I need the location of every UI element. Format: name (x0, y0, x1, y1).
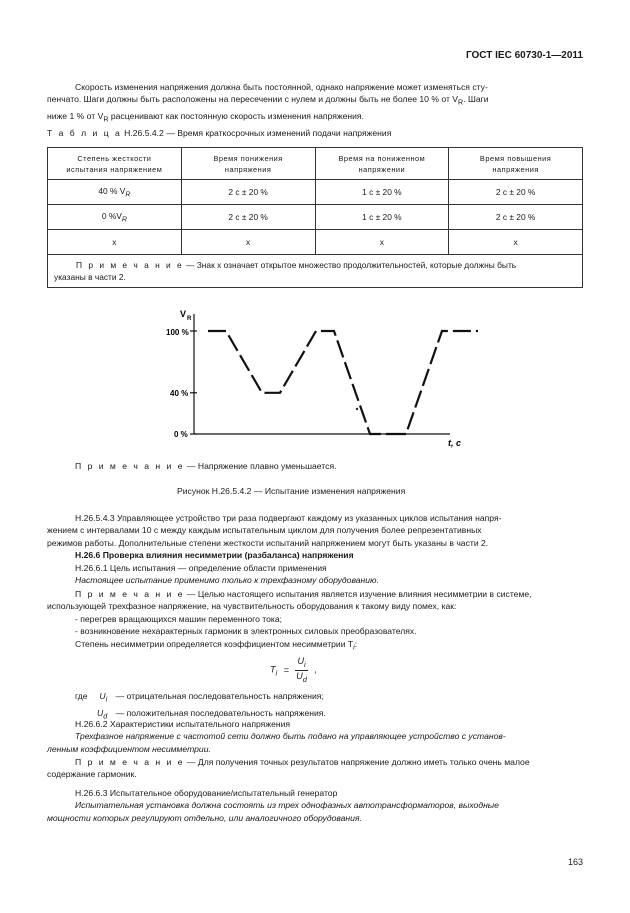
intro-line-3-sub: R (103, 115, 109, 124)
header-reduced-time (315, 148, 449, 180)
asymmetry-formula (270, 656, 317, 685)
header-decrease-l2: напряжения (224, 164, 272, 174)
intro-line-3-text: ниже 1 % от V (47, 110, 104, 121)
asymmetry-degree-sub: i (353, 643, 355, 652)
cell-increase: x (449, 230, 583, 255)
cell-severity (48, 205, 182, 230)
note-2-text: — Целью настоящего испытания является изучение влияния несимметрии в системе, (184, 589, 532, 599)
table-note-line-2: указаны в части 2. (54, 272, 126, 282)
formula-lhs-sub: i (275, 668, 278, 678)
formula-lhs: T (270, 664, 276, 675)
s2-line-2: ленным коэффициентом несимметрии. (47, 743, 211, 754)
formula-den-sym: U (296, 670, 303, 681)
cell-severity-sub: R (125, 191, 131, 199)
series-line-1 (208, 331, 388, 434)
formula-denominator (295, 671, 307, 685)
list-item: - перегрев вращающихся машин переменного тока; (75, 613, 283, 624)
where-2-sub: d (103, 712, 108, 721)
table-caption (47, 128, 391, 138)
subsection-26-6-3 (47, 787, 583, 824)
chart-dot-mark (356, 408, 358, 410)
s3-heading: Н.26.6.3 Испытательное оборудование/испытательный генератор (75, 788, 338, 798)
note-2-line-1 (47, 588, 583, 600)
formula-num-sym: U (297, 656, 304, 666)
figure-note-text: — Напряжение плавно уменьшается. (184, 461, 337, 471)
cell-increase: 2 с ± 20 % (449, 180, 583, 205)
cell-reduced: x (315, 230, 449, 255)
note-2-label: П р и м е ч а н и е (75, 589, 185, 599)
document-code: ГОСТ IEC 60730-1—2011 (465, 50, 583, 61)
table-caption-label: Т а б л и ц а (47, 128, 122, 138)
table-note-row (48, 255, 583, 288)
s3-line-2: мощности которых регулируют отдельно, или аналогичного оборудования. (47, 812, 362, 823)
table-note (48, 255, 583, 288)
formula-numerator (295, 656, 307, 671)
figure-caption: Рисунок Н.26.5.4.2 — Испытание изменения напряжения (177, 486, 406, 496)
note-3 (47, 756, 583, 781)
y-tick-label-0: 0 % (174, 430, 188, 439)
chart-ylabel: V (180, 309, 187, 319)
figure-note (75, 461, 336, 471)
p1-line-1: Н.26.5.4.3 Управляющее устройство три раза подвергают каждому из указанных циклов испытания напря- (75, 513, 502, 523)
cell-decrease: x (181, 230, 315, 255)
cell-decrease: 2 с ± 20 % (181, 180, 315, 205)
intro-line-2-end: . Шаги (463, 94, 489, 105)
cell-severity-text: 0 %V (101, 210, 122, 221)
cell-severity (48, 180, 182, 205)
s2-heading: Н.26.6.2 Характеристики испытательного напряжения (75, 719, 291, 729)
subsection-26-6-1-italic: Настоящее испытание применимо только к трехфазному оборудованию. (75, 575, 379, 586)
subsection-26-6-1: Н.26.6.1 Цель испытания — определение области применения (75, 562, 327, 573)
asymmetry-degree-text: Степень несимметрии определяется коэффициентом несимметрии T (75, 638, 354, 649)
where-1-sub: i (105, 695, 108, 704)
series-line-2 (388, 331, 478, 434)
where-label: где (75, 691, 88, 701)
header-increase-l1: Время повышения (479, 153, 552, 163)
header-severity-l1: Степень жесткости (77, 153, 152, 163)
section-26-5-4-3 (47, 512, 583, 586)
list-item: - возникновение нехарактерных гармоник в электронных силовых преобразователях. (75, 626, 417, 637)
formula-num-sub: i (303, 659, 306, 669)
cell-severity-text: 40 % V (98, 185, 126, 196)
chart-xlabel: t, c (448, 438, 462, 448)
note-2 (47, 588, 583, 654)
table-caption-text: Н.26.5.4.2 — Время краткосрочных изменений подачи напряжения (121, 128, 392, 138)
cell-severity-sub: R (121, 216, 127, 224)
cell-severity: x (48, 230, 182, 255)
chart-ylabel-sub: R (187, 316, 192, 322)
s2-line-1: Трехфазное напряжение с частотой сети должно быть подано на управляющее устройство с установ- (75, 731, 506, 742)
s3-line-1: Испытательная установка должна состоять из трех однофазных автотрансформаторов, выходные (75, 800, 499, 811)
where-1-text: — отрицательная последовательность напряжения; (115, 691, 324, 701)
page-number: 163 (567, 857, 583, 867)
where-2-text: — положительная последовательность напряжения. (115, 707, 326, 718)
asymmetry-degree-end: : (354, 638, 358, 649)
p1-line-3: режимов работы. Дополнительные степени жесткости испытаний напряжением могут быть указаны в части 2. (47, 537, 489, 548)
intro-line-2-sub: R (458, 99, 464, 108)
table-note-label: П р и м е ч а н и е (76, 260, 184, 270)
note-3-line-1 (47, 756, 583, 768)
p1-line-2: жением с интервалами 10 с между каждым испытательным циклом для получения более репрезентативных (47, 525, 482, 536)
header-severity-l2: испытания напряжением (66, 164, 163, 174)
header-reduced-l2: напряжении (358, 164, 406, 174)
formula-den-sub: d (302, 674, 307, 684)
voltage-chart (150, 300, 480, 460)
header-increase-time (449, 148, 583, 180)
formula-tail: , (314, 664, 317, 675)
table-row (48, 180, 583, 205)
intro-line-1: Скорость изменения напряжения должна быть постоянной, однако напряжение может изменяться сту- (75, 82, 488, 92)
intro-line-2 (47, 93, 583, 109)
table-note-line-1: — Знак x означает открытое множество продолжительностей, которые должны быть (183, 260, 517, 270)
header-decrease-time (181, 148, 315, 180)
where-line-1 (75, 690, 326, 707)
header-decrease-l1: Время понижения (213, 153, 283, 163)
intro-line-2-text: пенчато. Шаги должны быть расположены на пересечении с нулем и должны быть не более 10 % от V (47, 94, 459, 105)
table-header-row (48, 148, 583, 180)
chart-marks (190, 314, 478, 434)
y-tick-label-40: 40 % (170, 389, 189, 398)
where-1-sym: U (99, 691, 106, 701)
table-row (48, 205, 583, 230)
cell-reduced: 1 с ± 20 % (315, 180, 449, 205)
cell-decrease: 2 с ± 20 % (181, 205, 315, 230)
table-row (48, 230, 583, 255)
note-2-line-2: использующей трехфазное напряжение, на чувствительность оборудования к такому виду помех, как: (47, 601, 457, 612)
section-heading: Н.26.6 Проверка влияния несимметрии (разбаланса) напряжения (75, 550, 354, 561)
intro-line-3-end: расценивают как постоянную скорость изменения напряжения. (108, 110, 364, 121)
cell-reduced: 1 с ± 20 % (315, 205, 449, 230)
header-reduced-l1: Время на пониженном (338, 153, 426, 163)
note-3-label: П р и м е ч а н и е (75, 757, 185, 767)
note-3-line-2: содержание гармоник. (47, 769, 137, 780)
formula-fraction (295, 656, 307, 685)
where-2-sym: U (97, 707, 104, 718)
voltage-change-table (47, 147, 583, 288)
note-3-text: — Для получения точных результатов напряжение должно иметь только очень малое (184, 757, 530, 767)
cell-increase: 2 с ± 20 % (449, 205, 583, 230)
asymmetry-degree (47, 638, 583, 654)
intro-paragraph (47, 81, 583, 126)
subsection-26-6-2 (47, 718, 583, 755)
header-severity (48, 148, 182, 180)
figure-note-label: П р и м е ч а н и е (75, 461, 185, 471)
formula-eq: = (283, 664, 289, 675)
intro-line-3 (47, 110, 583, 126)
y-tick-label-100: 100 % (166, 328, 189, 337)
header-increase-l2: напряжения (492, 164, 539, 174)
